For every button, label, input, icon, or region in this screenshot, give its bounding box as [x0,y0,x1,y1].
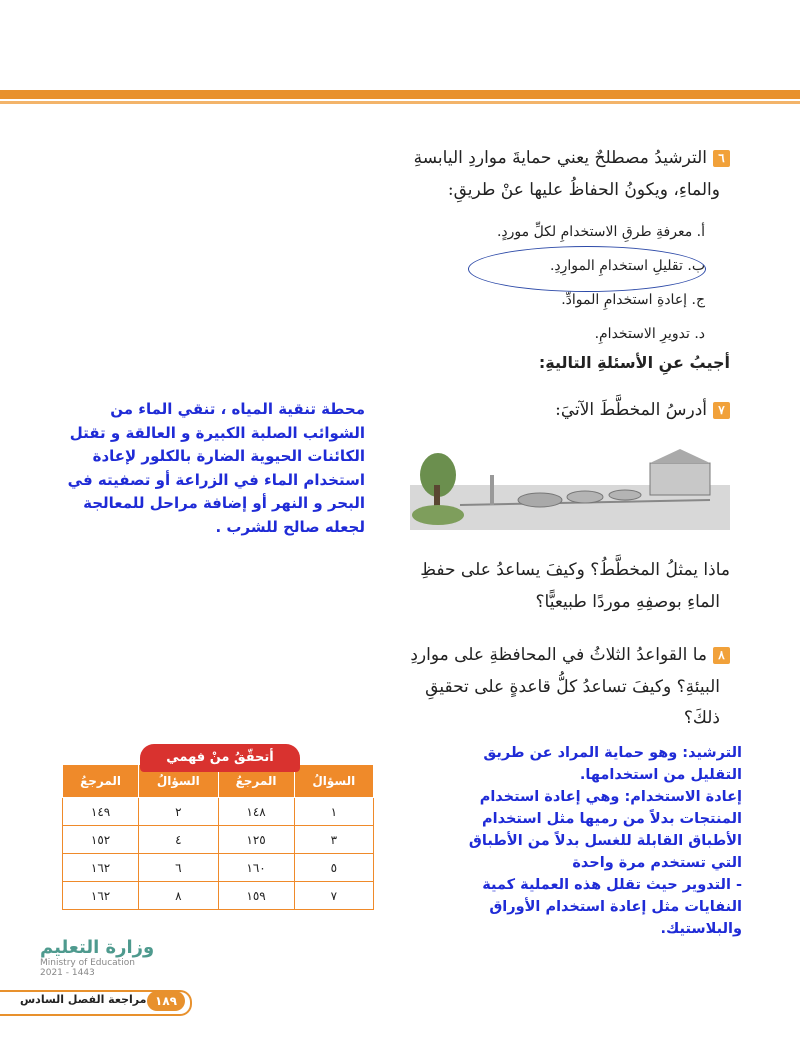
q7-question-line2: الماءِ بوصفِهِ موردًا طبيعيًّا؟ [535,592,720,612]
ministry-name-ar: وزارة التعليم [40,937,155,958]
page-number: ١٨٩ [147,991,185,1011]
cell: ١ [294,798,373,826]
cell: ١٤٨ [218,798,294,826]
cell: ١٢٥ [218,826,294,854]
q8-line2: البيئةِ؟ وكيفَ تساعدُ كلُّ قاعدةٍ على تحقيقِ [425,677,720,697]
header-rule [0,90,800,99]
chapter-label: مراجعة الفصل السادس [20,993,147,1006]
table-title: أتحقّقُ منْ فهمي [140,744,300,772]
reference-table [62,764,374,910]
answer-circle-mark [468,246,706,292]
check-understanding-table [62,744,374,934]
header-reference: المرجعُ [63,765,139,798]
cell: ١٦٠ [218,854,294,882]
q6-option-a: أ. معرفةِ طرقِ الاستخدامِ لكلِّ موردٍ. [496,224,705,240]
q6-line1: ٦الترشيدُ مصطلحٌ يعني حمايةَ مواردِ اليابسةِ [414,148,730,168]
answer-recycling: - التدوير حيث تقلل هذه العملية كمية النفايات مثل إعادة استخدام الأوراق والبلاستيك. [482,877,742,937]
q6-option-d: د. تدويرِ الاستخدامِ. [594,326,705,342]
q6-option-b: ب. تقليلِ استخدامِ الموارِدِ. [549,258,705,274]
water-treatment-diagram [410,445,730,530]
cell: ٤ [139,826,218,854]
q7-number: ٧ [713,402,730,419]
q8-line3: ذلكَ؟ [683,708,720,728]
ministry-name-en: Ministry of Education [40,958,135,968]
q8-number: ٨ [713,647,730,664]
cell: ٨ [139,882,218,910]
top-band [0,0,800,90]
cell: ١٦٢ [63,882,139,910]
table-row [63,854,374,882]
table-row [63,882,374,910]
cell: ١٦٢ [63,854,139,882]
header-question: السؤالُ [139,765,218,798]
header-reference: المرجعُ [218,765,294,798]
cell: ٢ [139,798,218,826]
cell: ٧ [294,882,373,910]
cell: ٣ [294,826,373,854]
ministry-year: 2021 - 1443 [40,968,95,978]
answer-reuse: إعادة الاستخدام: وهي إعادة استخدام المنتجات بدلاً من رميها مثل استخدام الأطباق القابلة للغسل بدلاً من الأطباق التي تستخدم مرة واحدة [468,789,742,871]
header-question: السؤالُ [294,765,373,798]
q7-answer-note: محطة تنقية المياه ، تنقي الماء من الشوائب الصلبة الكبيرة و العالقة و تقتل الكائنات الحيوية الضارة بالكلور لإعادة استخدام الماء في الزراعة أو تصفيته في البحر و النهر أو إضافة مراحل للمعالجة لجعله صالح للشرب . [67,400,365,536]
table-row [63,798,374,826]
q7-question-line1: ماذا يمثلُ المخطَّطُ؟ وكيفَ يساعدُ على حفظِ [420,560,730,580]
section-title: أجيبُ عنِ الأسئلةِ التاليةِ: [538,353,730,372]
q6-line2: والماءِ، ويكونُ الحفاظُ عليها عنْ طريقِ: [447,180,720,200]
answer-rationalization: الترشيد: وهو حماية المراد عن طريق التقليل من استخدامها. [483,745,742,783]
cell: ١٥٢ [63,826,139,854]
q8-line1: ٨ما القواعدُ الثلاثُ في المحافظةِ على مواردِ [410,645,730,665]
cell: ١٥٩ [218,882,294,910]
ministry-logo [40,937,190,978]
cell: ١٤٩ [63,798,139,826]
q6-number: ٦ [713,150,730,167]
header-rule-thin [0,101,800,104]
q8-answer-note [460,742,742,940]
q7-prompt: ٧أدرسُ المخطَّطَ الآتيَ: [555,400,730,420]
cell: ٥ [294,854,373,882]
table-row [63,826,374,854]
q6-option-c: ج. إعادةِ استخدامِ الموادِّ. [561,292,705,308]
cell: ٦ [139,854,218,882]
